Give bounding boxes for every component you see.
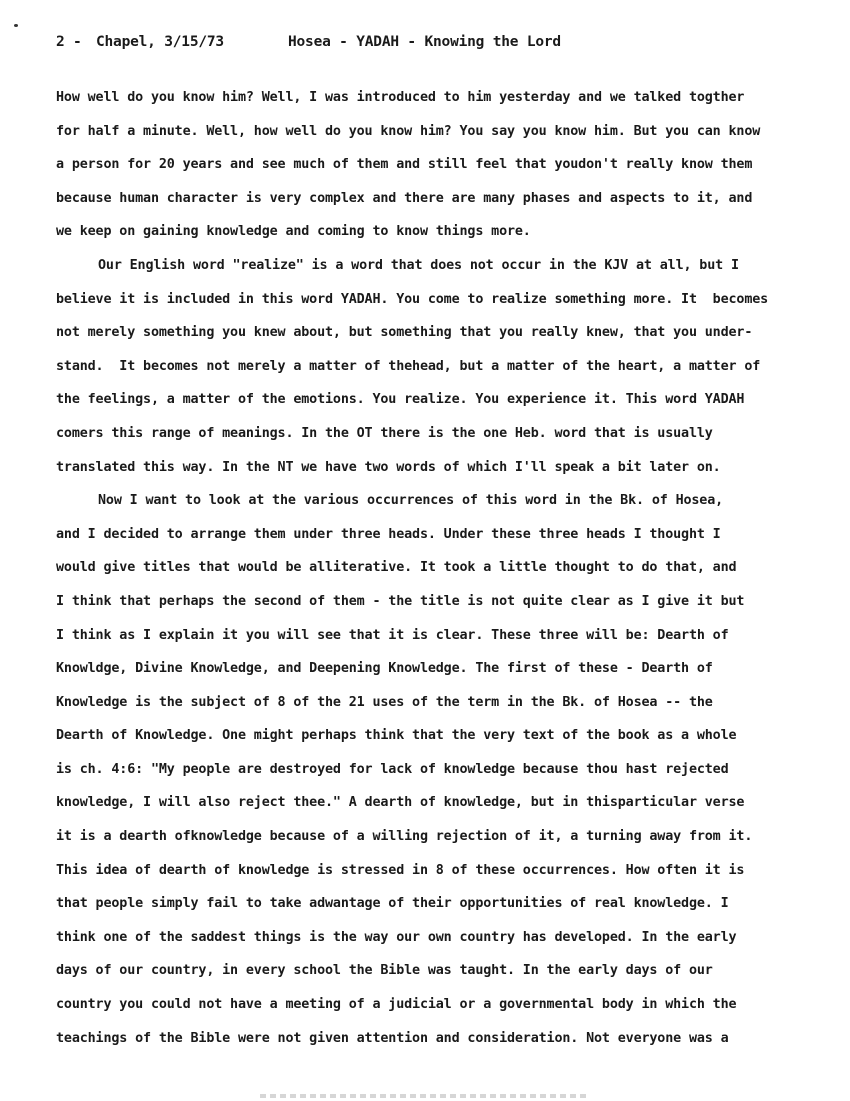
text-line: the feelings, a matter of the emotions. You realize. You experience it. This word YADAH — [56, 392, 745, 408]
text-line: Knowldge, Divine Knowledge, and Deepening Knowledge. The first of these - Dearth of — [56, 661, 713, 677]
body-text — [56, 86, 816, 1060]
text-line: Now I want to look at the various occurrences of this word in the Bk. of Hosea, — [98, 493, 724, 509]
text-line: for half a minute. Well, how well do you know him? You say you know him. But you can know — [56, 123, 761, 139]
text-line: Dearth of Knowledge. One might perhaps think that the very text of the book as a whole — [56, 728, 737, 744]
text-line: we keep on gaining knowledge and coming to know things more. — [56, 224, 531, 240]
text-line: stand. It becomes not merely a matter of thehead, but a matter of the heart, a matter of — [56, 358, 761, 374]
text-line: not merely something you knew about, but something that you really knew, that you under- — [56, 325, 753, 341]
text-line: comers this range of meanings. In the OT there is the one Heb. word that is usually — [56, 425, 713, 441]
text-line: I think as I explain it you will see that it is clear. These three will be: Dearth of — [56, 627, 729, 643]
text-line: believe it is included in this word YADAH. You come to realize something more. It becomes — [56, 291, 769, 307]
paper-speck — [14, 24, 18, 27]
cut-off-line-trace — [260, 1094, 590, 1098]
text-line: knowledge, I will also reject thee." A dearth of knowledge, but in thisparticular verse — [56, 795, 745, 811]
text-line: is ch. 4:6: "My people are destroyed for lack of knowledge because thou hast rejected — [56, 761, 729, 777]
text-line: because human character is very complex and there are many phases and aspects to it, and — [56, 190, 753, 206]
text-line: it is a dearth ofknowledge because of a willing rejection of it, a turning away from it. — [56, 829, 753, 845]
text-line: days of our country, in every school the Bible was taught. In the early days of our — [56, 963, 713, 979]
text-line: translated this way. In the NT we have two words of which I'll speak a bit later on. — [56, 459, 721, 475]
chapel-date: Chapel, 3/15/73 — [96, 34, 224, 50]
text-line: How well do you know him? Well, I was introduced to him yesterday and we talked togther — [56, 90, 745, 105]
text-line: I think that perhaps the second of them - the title is not quite clear as I give it but — [56, 593, 745, 609]
text-line: think one of the saddest things is the way our own country has developed. In the early — [56, 929, 737, 945]
text-line: a person for 20 years and see much of them and still feel that youdon't really know them — [56, 157, 753, 173]
text-line: would give titles that would be alliterative. It took a little thought to do that, and — [56, 560, 737, 576]
page-number: 2 - — [56, 34, 82, 50]
text-line: teachings of the Bible were not given attention and consideration. Not everyone was a — [56, 1030, 729, 1046]
text-line: country you could not have a meeting of a judicial or a governmental body in which the — [56, 997, 737, 1013]
sermon-title: Hosea - YADAH - Knowing the Lord — [288, 34, 561, 50]
text-line: Our English word "realize" is a word that does not occur in the KJV at all, but I — [98, 257, 739, 273]
text-line: that people simply fail to take adwantage of their opportunities of real knowledge. I — [56, 896, 729, 912]
page-header — [56, 34, 816, 56]
text-line: Knowledge is the subject of 8 of the 21 uses of the term in the Bk. of Hosea -- the — [56, 694, 713, 710]
text-line: This idea of dearth of knowledge is stressed in 8 of these occurrences. How often it is — [56, 862, 745, 878]
text-line: and I decided to arrange them under three heads. Under these three heads I thought I — [56, 526, 721, 542]
